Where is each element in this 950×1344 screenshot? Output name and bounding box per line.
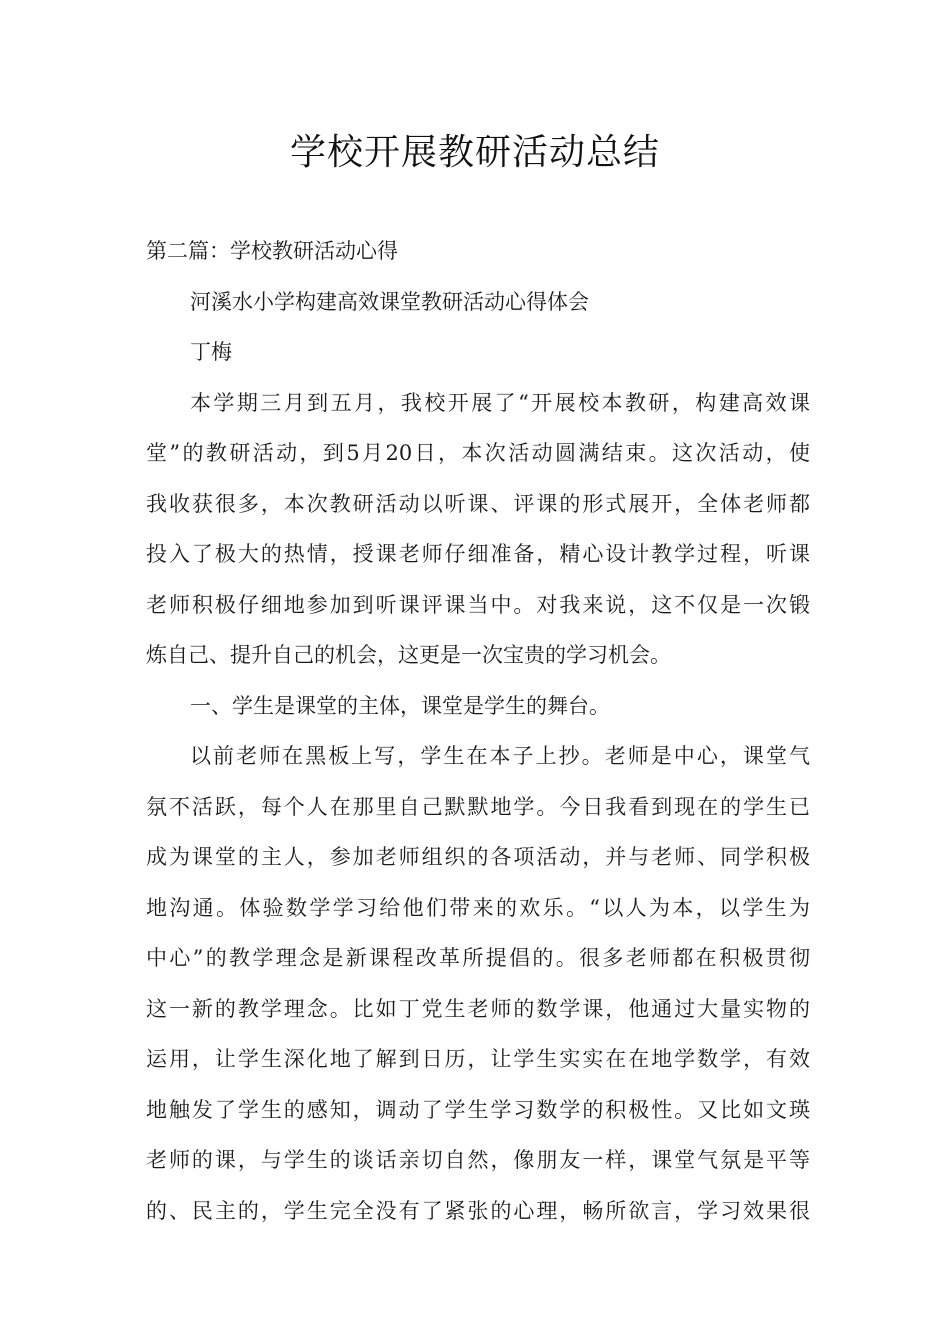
body-line: 以前老师在黑板上写，学生在本子上抄。老师是中心，课堂气 xyxy=(190,744,810,768)
body-line: 老师积极仔细地参加到听课评课当中。对我来说，这不仅是一次锻 xyxy=(146,592,810,617)
body-line: 堂”的教研活动，到5月20日，本次活动圆满结束。这次活动，使 xyxy=(146,441,810,465)
document-title: 学校开展教研活动总结 xyxy=(289,132,660,173)
body-line: 老师的课，与学生的谈话亲切自然，像朋友一样，课堂气氛是平等 xyxy=(146,1148,810,1172)
document-body xyxy=(146,226,810,1236)
article-title: 河溪水小学构建高效课堂教研活动心得体会 xyxy=(190,289,589,314)
body-line: 我收获很多，本次教研活动以听课、评课的形式展开，全体老师都 xyxy=(146,491,810,516)
body-line: 运用，让学生深化地了解到日历，让学生实实在在地学数学，有效 xyxy=(146,1047,810,1071)
section-heading: 第二篇：学校教研活动心得 xyxy=(146,239,398,263)
body-line: 地触发了学生的感知，调动了学生学习数学的积极性。又比如文瑛 xyxy=(146,1097,810,1122)
body-line: 地沟通。体验数学学习给他们带来的欢乐。“以人为本，以学生为 xyxy=(146,895,810,920)
body-line: 投入了极大的热情，授课老师仔细准备，精心设计教学过程，听课 xyxy=(146,542,810,566)
body-line: 氛不活跃，每个人在那里自己默默地学。今日我看到现在的学生已 xyxy=(146,794,810,819)
body-line: 炼自己、提升自己的机会，这更是一次宝贵的学习机会。 xyxy=(146,643,671,667)
body-line: 这一新的教学理念。比如丁党生老师的数学课，他通过大量实物的 xyxy=(146,996,810,1021)
body-line: 中心”的教学理念是新课程改革所提倡的。很多老师都在积极贯彻 xyxy=(146,946,810,970)
subsection-heading: 一、学生是课堂的主体，课堂是学生的舞台。 xyxy=(190,693,610,718)
author-name: 丁梅 xyxy=(190,340,232,364)
body-line: 本学期三月到五月，我校开展了“开展校本教研，构建高效课 xyxy=(190,390,810,415)
body-line: 成为课堂的主人，参加老师组织的各项活动，并与老师、同学积极 xyxy=(146,845,810,869)
body-line: 的、民主的，学生完全没有了紧张的心理，畅所欲言，学习效果很 xyxy=(146,1198,810,1223)
